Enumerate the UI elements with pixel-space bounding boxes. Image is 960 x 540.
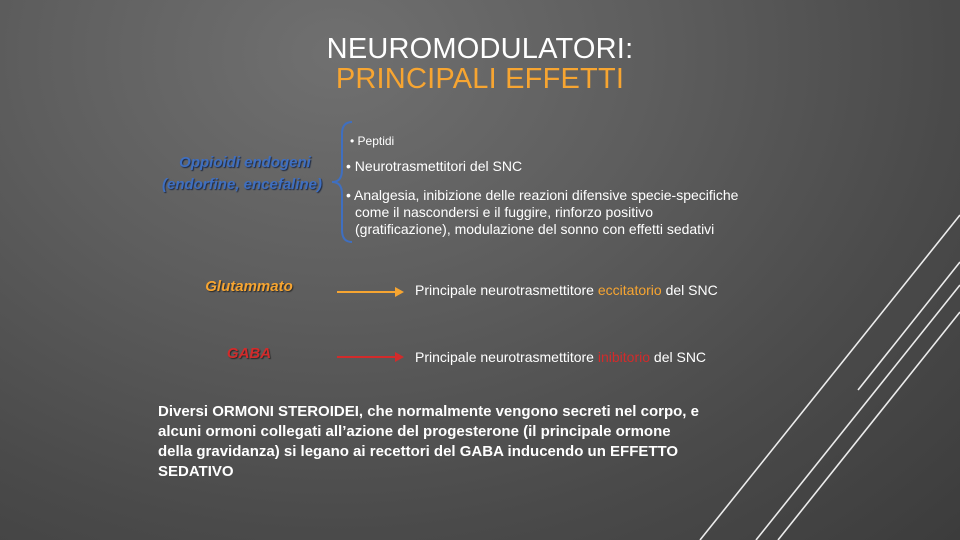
title-line-1: NEUROMODULATORI: (326, 33, 634, 65)
slide-title (0, 34, 960, 94)
glutamate-effect-accent: eccitatorio (597, 282, 662, 298)
steroid-hormones-paragraph (158, 402, 818, 482)
arrow-right-icon (337, 286, 405, 298)
paragraph-line-1: Diversi ORMONI STEROIDEI, che normalmente vengono secreti nel corpo, e (158, 403, 699, 420)
opioid-subtitle: (endorfine, encefaline) (161, 176, 323, 193)
opioid-bullet-peptides: • Peptidi (350, 134, 395, 148)
gaba-effect-suffix: del SNC (650, 349, 707, 365)
glutamate-effect (415, 282, 718, 298)
arrow-right-icon (337, 351, 405, 363)
gaba-effect-prefix: Principale neurotrasmettitore (415, 349, 598, 365)
paragraph-line-3: della gravidanza) si legano ai recettori del GABA inducendo un EFFETTO (158, 443, 679, 460)
opioid-bullet-neurotransmitters: • Neurotrasmettitori del SNC (346, 158, 523, 174)
glutamate-effect-prefix: Principale neurotrasmettitore (415, 282, 598, 298)
gaba-label: GABA (226, 345, 272, 362)
paragraph-line-2: alcuni ormoni collegati all’azione del progesterone (il principale ormone (158, 423, 671, 440)
opioid-effects-line-3: (gratificazione), modulazione del sonno con effetti sedativi (355, 221, 715, 237)
gaba-effect-accent: inibitorio (597, 349, 651, 365)
gaba-effect (415, 349, 706, 365)
opioid-name: Oppioidi endogeni (179, 154, 311, 171)
glutamate-label: Glutammato (205, 278, 293, 295)
opioid-bullet-effects (346, 187, 816, 238)
glutamate-effect-suffix: del SNC (661, 282, 718, 298)
paragraph-line-4: SEDATIVO (158, 463, 234, 480)
opioid-effects-line-2: come il nascondersi e il fuggire, rinforzo positivo (355, 204, 654, 220)
opioid-effects-line-1: • Analgesia, inibizione delle reazioni difensive specie-specifiche (346, 187, 739, 203)
title-line-2: PRINCIPALI EFFETTI (335, 63, 625, 95)
